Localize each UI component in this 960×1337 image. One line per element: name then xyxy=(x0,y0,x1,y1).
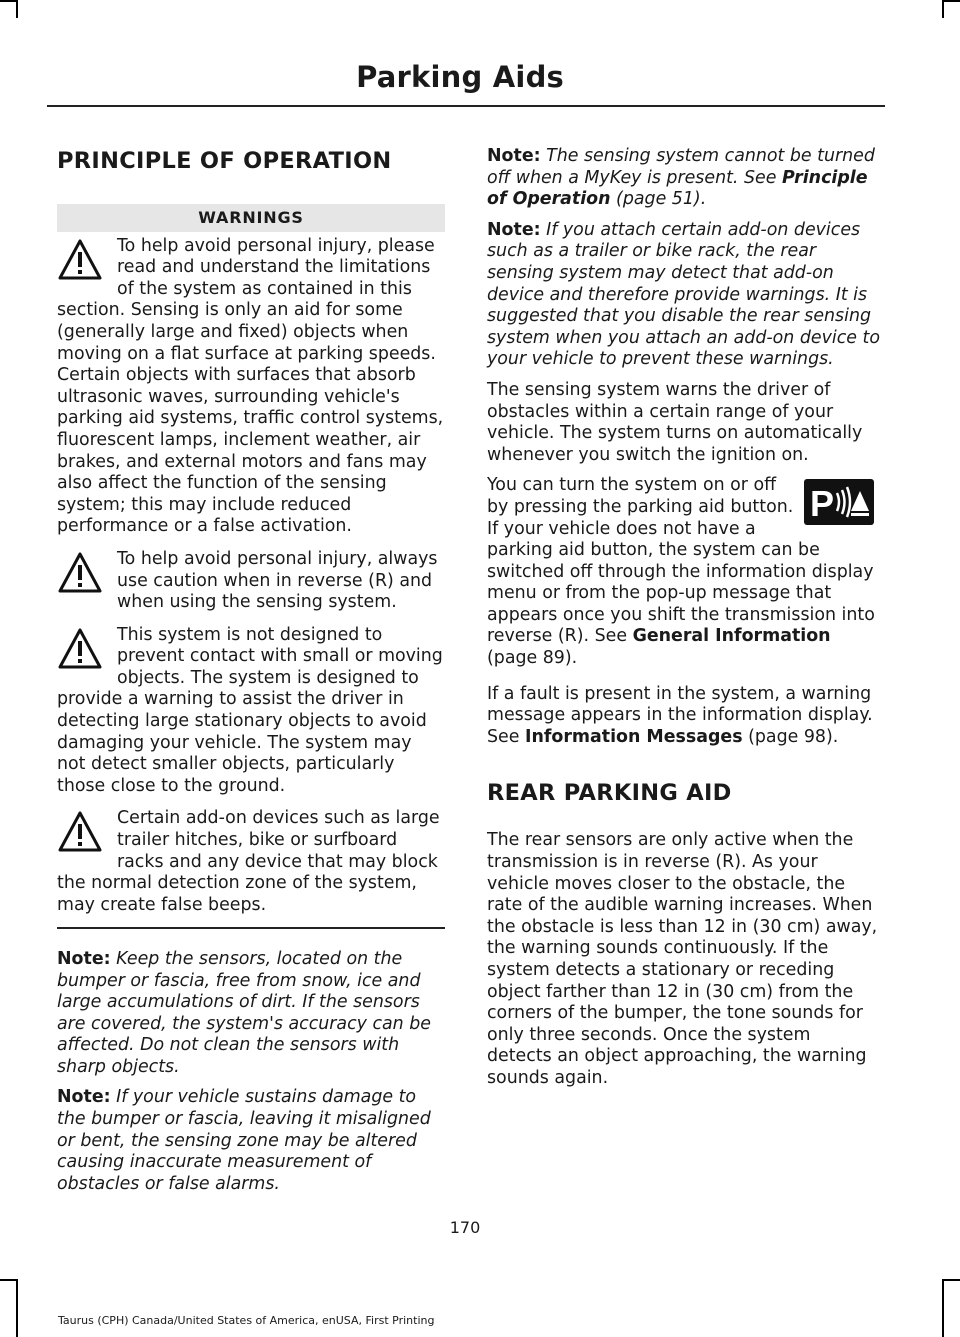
warning-item xyxy=(57,236,445,538)
note-label: Note: xyxy=(487,219,541,240)
paragraph-text: You can turn the system on or off by pressing the parking aid button. If your vehicle does not have a parking aid button, the system can be switched off through the information display menu or from the pop-up message that appears once you shift the transmission into reverse (R). See xyxy=(487,475,875,647)
page-reference: (page 98). xyxy=(742,726,839,747)
edition-info: Taurus (CPH) Canada/United States of America, enUSA, First Printing xyxy=(58,1314,435,1327)
heading-principle-of-operation: PRINCIPLE OF OPERATION xyxy=(57,148,392,174)
right-column xyxy=(487,146,880,1099)
paragraph-rear-sensors: The rear sensors are only active when the transmission is in reverse (R). As your vehicle moves closer to the obstacle, the rate of the audible warning increases. When the obstacle is less than 12 in (30 cm) away, the warning sounds continuously. If the system detects a stationary or receding object farther than 12 in (30 cm) from the corners of the bumper, the tone sounds for only three seconds. Once the system detects an object approaching, the warning sounds again. xyxy=(487,830,878,1088)
page-number: 170 xyxy=(449,1218,481,1237)
warning-triangle-icon xyxy=(57,627,103,671)
svg-text:P: P xyxy=(810,483,835,525)
note-text: If your vehicle sustains damage to the bumper or fascia, leaving it misaligned or bent, the sensing zone may be altered causing inaccurate measurement of obstacles or false alarms. xyxy=(57,1087,431,1194)
note-label: Note: xyxy=(57,948,111,969)
note-text: If you attach certain add-on devices such as a trailer or bike rack, the rear sensing system may detect that add-on device and therefore provide warnings. It is suggested that you disable the rear sensing system when you attach an add-on device to your vehicle to prevent these warnings. xyxy=(487,219,880,370)
note-add-on-devices xyxy=(487,220,880,371)
warning-item xyxy=(57,808,445,916)
crop-mark xyxy=(942,0,944,18)
note-text: The sensing system cannot be turned off when a MyKey is present. See xyxy=(487,146,875,188)
note-label: Note: xyxy=(57,1087,111,1108)
heading-rear-parking-aid: REAR PARKING AID xyxy=(487,780,732,807)
paragraph-sensing-system: The sensing system warns the driver of obstacles within a certain range of your vehicle. The system turns on automatically whenever you switch the ignition on. xyxy=(487,379,863,465)
crop-mark xyxy=(16,1279,18,1337)
section-title: Parking Aids xyxy=(356,60,564,94)
warning-item xyxy=(57,625,445,798)
page-reference: (page 51). xyxy=(610,189,707,210)
crop-mark xyxy=(942,0,960,2)
warning-item xyxy=(57,549,445,614)
warning-text: To help avoid personal injury, always use caution when in reverse (R) and when using the sensing system. xyxy=(117,548,438,613)
note-text: Keep the sensors, located on the bumper or fascia, free from snow, ice and large accumulations of dirt. If the sensors are covered, the system's accuracy can be affected. Do not clean the sensors with sharp objects. xyxy=(57,948,431,1077)
paragraph-parking-button xyxy=(487,475,880,669)
warning-triangle-icon xyxy=(57,810,103,854)
note-sensors-clean xyxy=(57,949,445,1079)
cross-reference-link[interactable]: Principle of Operation xyxy=(487,167,868,210)
paragraph-text: If a fault is present in the system, a warning message appears in the information display. See xyxy=(487,683,873,747)
crop-mark xyxy=(942,1279,944,1337)
paragraph-fault xyxy=(487,684,880,749)
note-mykey xyxy=(487,146,880,211)
header-rule xyxy=(47,105,885,107)
warnings-end-rule xyxy=(57,927,445,929)
parking-aid-button-icon xyxy=(804,479,874,525)
cross-reference-link[interactable]: Information Messages xyxy=(524,726,743,747)
crop-mark xyxy=(16,0,18,18)
warning-text: Certain add-on devices such as large trailer hitches, bike or surfboard racks and any device that may block the normal detection zone of the system, may create false beeps. xyxy=(57,808,440,915)
crop-mark xyxy=(942,1279,960,1281)
warning-triangle-icon xyxy=(57,238,103,282)
warnings-header: WARNINGS xyxy=(57,204,445,232)
warning-triangle-icon xyxy=(57,551,103,595)
note-label: Note: xyxy=(487,146,541,166)
left-column xyxy=(57,146,445,1204)
warning-text: This system is not designed to prevent contact with small or moving objects. The system is designed to provide a warning to assist the driver in detecting large stationary objects to avoid damaging your vehicle. The system may not detect smaller objects, particularly those close to the ground. xyxy=(57,624,443,796)
page-reference: (page 89). xyxy=(487,648,578,669)
note-bumper-damage xyxy=(57,1087,445,1195)
warning-text: To help avoid personal injury, please read and understand the limitations of the system as contained in this section. Sensing is only an aid for some (generally large and fixed) objects when moving on a flat surface at parking speeds. Certain objects with surfaces that absorb ultrasonic waves, surrounding vehicle's parking aid systems, traffic control systems, fluorescent lamps, inclement weather, air brakes, and external motors and fans may also affect the function of the sensing system; this may include reduced performance or a false activation. xyxy=(57,235,444,537)
cross-reference-link[interactable]: General Information xyxy=(632,626,831,647)
